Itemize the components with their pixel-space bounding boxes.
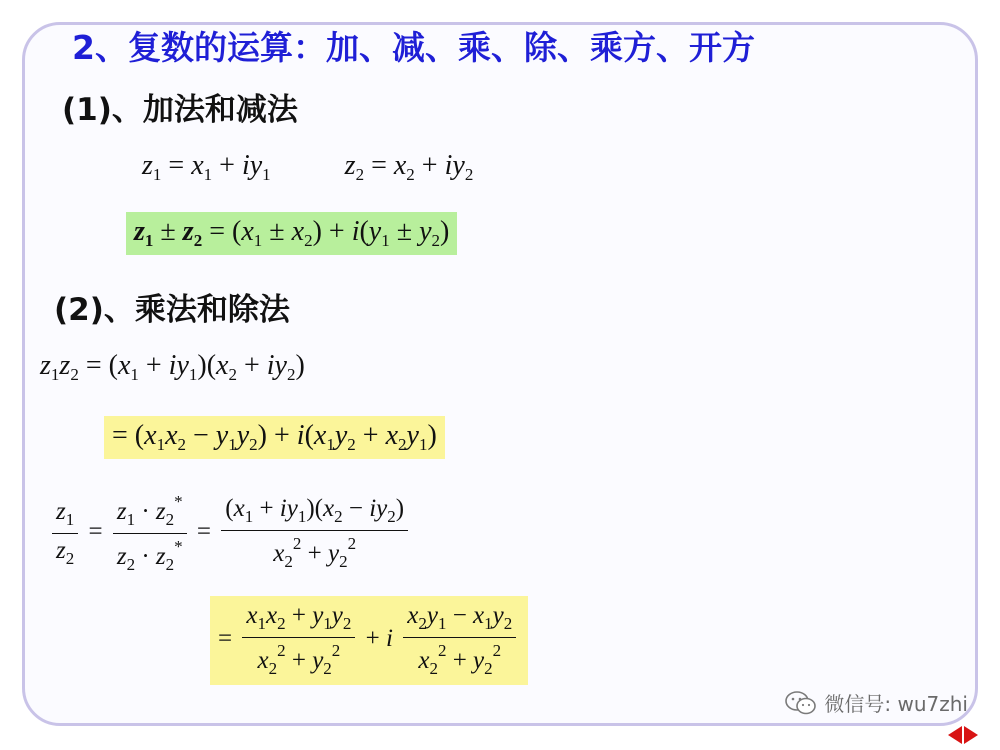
section-heading-multiplication: (2)、乘法和除法	[54, 292, 290, 328]
formula-product: $z_1z_2 = (x_1 + iy_1)(x_2 + iy_2)$	[40, 350, 305, 384]
nav-left-arrow-icon[interactable]	[948, 726, 962, 744]
watermark	[784, 688, 968, 717]
slide-navigation	[948, 726, 978, 744]
wechat-icon	[784, 690, 818, 716]
slide-title: 2、复数的运算：加、减、乘、除、乘方、开方	[72, 28, 755, 67]
section-heading-addition: (1)、加法和减法	[62, 92, 298, 128]
watermark-text: 微信号: wu7zhi	[824, 692, 968, 716]
formula-definitions: $z_1 = x_1 + iy_1$ $z_2 = x_2 + iy_2$	[142, 150, 474, 184]
nav-right-arrow-icon[interactable]	[964, 726, 978, 744]
formula-sum-difference: $z_1 \pm z_2 = (x_1 \pm x_2) + i(y_1 \pm y_2)$	[126, 212, 457, 255]
formula-quotient: $\frac{z_1}{z_2}$ = $\frac{z_1 \cdot z_2^*}{z_2 \cdot z_2^*}$ = $\frac{(x_1 + iy_1)(x_2 - iy_2)}{x_2^2 + y_2^2}$	[48, 492, 412, 575]
formula-product-expanded: = $(x_1x_2 - y_1y_2) + i(x_1y_2 + x_2y_1)$	[104, 416, 445, 459]
formula-quotient-result: = $\frac{x_1x_2 + y_1y_2}{x_2^2 + y_2^2}$ + i $\frac{x_2y_1 - x_1y_2}{x_2^2 + y_2^2}$	[210, 596, 528, 685]
